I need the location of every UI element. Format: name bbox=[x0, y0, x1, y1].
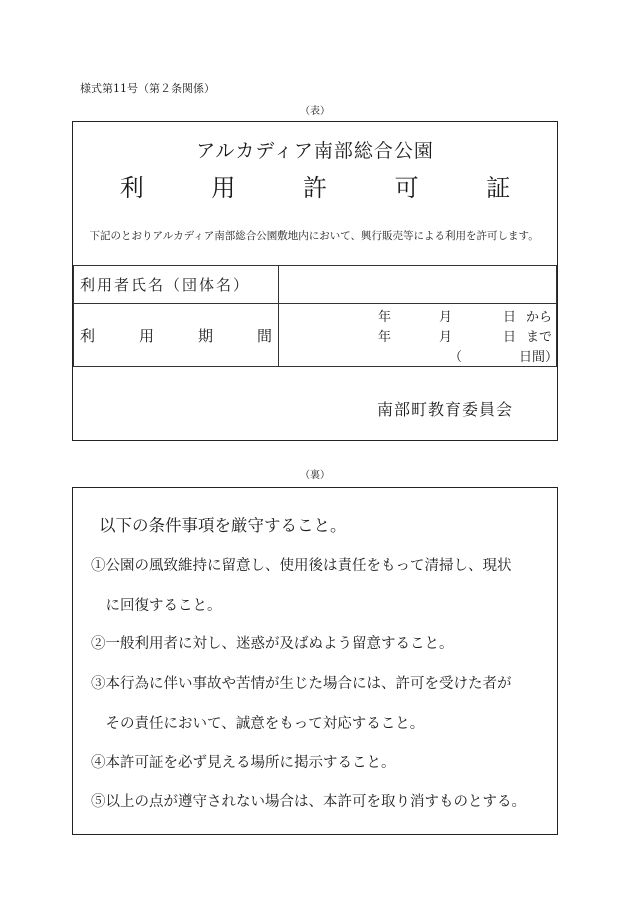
condition-line: ①公園の風致維持に留意し、使用後は責任をもって清掃し、現状 bbox=[91, 558, 512, 574]
period-row bbox=[74, 304, 557, 367]
end-day-unit: 日 bbox=[503, 330, 517, 345]
permit-back-panel bbox=[72, 487, 558, 835]
condition-line: その責任において、誠意をもって対応すること。 bbox=[91, 716, 425, 732]
park-name-title: アルカディア南部総合公園 bbox=[196, 140, 434, 162]
applicant-row bbox=[74, 266, 557, 304]
condition-line: ④本許可証を必ず見える場所に掲示すること。 bbox=[91, 755, 396, 771]
front-side-label: （表） bbox=[300, 106, 330, 117]
permit-title: 利 用 許 可 証 bbox=[119, 174, 541, 202]
conditions-heading: 以下の条件事項を厳守すること。 bbox=[99, 516, 347, 535]
period-value-field[interactable] bbox=[279, 304, 557, 367]
issuer-name: 南部町教育委員会 bbox=[376, 400, 513, 419]
intro-text: 下記のとおりアルカディア南部総合公園敷地内において、興行販売等による利用を許可します。 bbox=[89, 230, 539, 242]
period-label-char: 利 bbox=[80, 326, 96, 345]
condition-line: ③本行為に伴い事故や苦情が生じた場合には、許可を受けた者が bbox=[91, 676, 512, 692]
days-open-paren: （ bbox=[449, 350, 463, 365]
applicant-value-field[interactable] bbox=[279, 266, 557, 304]
period-label bbox=[74, 304, 279, 367]
permit-details-table bbox=[73, 265, 557, 367]
condition-line: ⑤以上の点が遵守されない場合は、本許可を取り消すものとする。 bbox=[91, 794, 526, 810]
end-date-line bbox=[279, 326, 552, 344]
days-count-line bbox=[279, 346, 559, 365]
applicant-label: 利用者氏名（団体名） bbox=[74, 266, 279, 304]
days-unit-text: 日間） bbox=[519, 350, 559, 365]
back-side-label: （裏） bbox=[300, 470, 330, 481]
start-day-unit: 日 bbox=[503, 310, 517, 325]
start-year-unit: 年 bbox=[378, 310, 392, 325]
period-label-char: 間 bbox=[256, 326, 272, 345]
end-month-unit: 月 bbox=[439, 330, 453, 345]
end-until-text: まで bbox=[526, 330, 553, 345]
start-month-unit: 月 bbox=[439, 310, 453, 325]
period-label-char: 用 bbox=[138, 326, 154, 345]
period-label-char: 期 bbox=[197, 326, 213, 345]
permit-front-panel bbox=[72, 121, 558, 441]
condition-line: に回復すること。 bbox=[91, 598, 222, 614]
form-number: 様式第11号（第２条関係） bbox=[80, 82, 215, 95]
end-year-unit: 年 bbox=[378, 330, 392, 345]
condition-line: ②一般利用者に対し、迷惑が及ばぬよう留意すること。 bbox=[91, 636, 454, 652]
start-date-line bbox=[279, 306, 552, 324]
start-from-text: から bbox=[526, 310, 553, 325]
